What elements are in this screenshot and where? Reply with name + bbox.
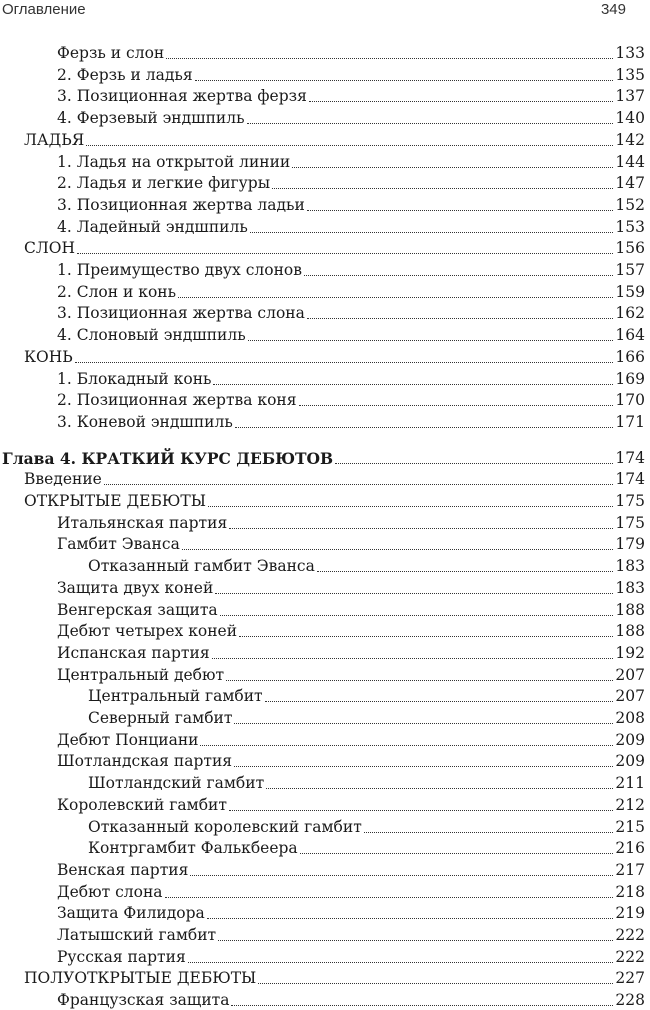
dot-leader — [247, 122, 614, 124]
toc-entry-label: Королевский гамбит — [57, 795, 227, 814]
dot-leader — [235, 426, 614, 428]
dot-leader — [212, 657, 614, 659]
toc-entry-page: 156 — [615, 239, 645, 258]
dot-leader — [364, 831, 614, 833]
toc-entry[interactable] — [24, 466, 645, 489]
toc-entry-page: 228 — [615, 991, 645, 1010]
toc-entry[interactable] — [57, 900, 645, 923]
toc-entry[interactable] — [57, 192, 645, 215]
toc-entry-page: 170 — [615, 391, 645, 410]
toc-entry-page: 207 — [615, 687, 645, 706]
toc-entry-label: Глава 4. КРАТКИЙ КУРС ДЕБЮТОВ — [2, 448, 334, 468]
toc-entry[interactable] — [57, 322, 645, 345]
toc-entry[interactable] — [88, 770, 645, 793]
page-header — [0, 0, 650, 20]
toc-entry-page: 169 — [615, 369, 645, 388]
dot-leader — [220, 614, 614, 616]
running-title: Оглавление — [2, 1, 86, 18]
toc-entry-label: Центральный гамбит — [88, 687, 263, 706]
toc-entry[interactable] — [57, 575, 645, 598]
toc-entry-page: 133 — [615, 44, 645, 62]
toc-entry[interactable] — [57, 662, 645, 685]
toc-entry-label: Введение — [24, 470, 102, 489]
dot-leader — [272, 187, 613, 189]
toc-entry[interactable] — [57, 727, 645, 750]
dot-leader — [86, 144, 613, 146]
toc-entry-page: 175 — [615, 513, 645, 532]
toc-entry-label: Центральный дебют — [57, 665, 225, 684]
dot-leader — [178, 296, 613, 298]
dot-leader — [75, 361, 614, 363]
toc-entry-label: 2. Ладья и легкие фигуры — [57, 174, 271, 193]
toc-entry[interactable] — [88, 683, 645, 706]
toc-entry-label: ЛАДЬЯ — [24, 130, 85, 149]
toc-entry-page: 175 — [615, 492, 645, 510]
toc-entry[interactable] — [88, 553, 645, 576]
toc-entry-label: Дебют слона — [57, 882, 163, 901]
toc-entry-label: Отказанный гамбит Эванса — [88, 557, 315, 576]
dot-leader — [317, 570, 614, 572]
toc-entry[interactable] — [88, 835, 645, 858]
toc-entry-page: 183 — [615, 578, 645, 597]
dot-leader — [77, 252, 613, 254]
dot-leader — [104, 483, 614, 485]
toc-entry[interactable] — [24, 488, 645, 511]
toc-entry-page: 152 — [615, 195, 645, 214]
toc-entry-label: 4. Ладейный эндшпиль — [57, 217, 248, 236]
dot-leader — [190, 874, 613, 876]
toc-entry-label: Венская партия — [57, 860, 189, 879]
toc-entry[interactable] — [57, 83, 645, 106]
toc-entry[interactable] — [57, 531, 645, 554]
dot-leader — [239, 635, 613, 637]
toc-entry-label: 4. Ферзевый эндшпиль — [57, 109, 245, 128]
toc-entry-label: Отказанный королевский гамбит — [88, 817, 362, 836]
toc-entry-page: 157 — [615, 261, 645, 279]
toc-entry-label: Венгерская защита — [57, 600, 218, 619]
toc-entry-label: Защита двух коней — [57, 578, 214, 597]
dot-leader — [299, 404, 614, 406]
toc-entry-page: 227 — [615, 969, 645, 988]
dot-leader — [234, 722, 613, 724]
dot-leader — [258, 982, 613, 984]
toc-entry[interactable] — [24, 965, 645, 988]
toc-entry[interactable] — [57, 366, 645, 389]
dot-leader — [309, 100, 614, 102]
toc-entry[interactable] — [57, 40, 645, 63]
toc-entry-label: Контргамбит Фалькбеера — [88, 839, 298, 858]
toc-entry-label: Гамбит Эванса — [57, 535, 180, 554]
toc-entry[interactable] — [57, 748, 645, 771]
toc-entry[interactable] — [57, 857, 645, 880]
toc-entry-page: 166 — [615, 347, 645, 366]
dot-leader — [166, 57, 613, 59]
toc-entry-page: 215 — [615, 817, 645, 836]
toc-entry[interactable] — [57, 618, 645, 641]
toc-entry-page: 209 — [615, 730, 645, 749]
dot-leader — [213, 383, 613, 385]
toc-entry-page: 174 — [615, 470, 645, 489]
toc-entry[interactable] — [57, 987, 645, 1010]
dot-leader — [229, 809, 613, 811]
toc-entry[interactable] — [57, 409, 645, 432]
dot-leader — [307, 209, 614, 211]
toc-entry[interactable] — [57, 640, 645, 663]
toc-entry-page: 208 — [615, 709, 645, 727]
dot-leader — [266, 787, 613, 789]
toc-entry[interactable] — [24, 235, 645, 258]
toc-entry-label: ОТКРЫТЫЕ ДЕБЮТЫ — [24, 492, 206, 510]
toc-entry-label: 1. Блокадный конь — [57, 369, 212, 388]
toc-entry-page: 216 — [615, 839, 645, 858]
toc-entry-label: 4. Слоновый эндшпиль — [57, 326, 246, 345]
toc-entry-page: 212 — [615, 795, 645, 814]
dot-leader — [188, 961, 614, 963]
toc-entry[interactable] — [57, 105, 645, 128]
toc-entry-label: 3. Позиционная жертва ладьи — [57, 195, 305, 214]
toc-entry[interactable] — [24, 344, 645, 367]
toc-entry-page: 188 — [615, 600, 645, 619]
toc-entry-label: 2. Ферзь и ладья — [57, 65, 193, 84]
toc-entry[interactable] — [57, 62, 645, 85]
toc-entry-page: 164 — [615, 326, 645, 345]
toc-entry[interactable] — [24, 127, 645, 150]
page-number: 349 — [600, 1, 626, 18]
toc-entry[interactable] — [57, 510, 645, 533]
toc-entry-label: СЛОН — [24, 239, 76, 258]
toc-entry[interactable] — [57, 300, 645, 323]
toc-chapter-entry[interactable] — [2, 445, 645, 468]
toc-entry-page: 192 — [615, 643, 645, 662]
dot-leader — [231, 1004, 613, 1006]
toc-entry-label: Испанская партия — [57, 643, 210, 662]
toc-entry-page: 144 — [615, 152, 645, 171]
toc-entry[interactable] — [57, 792, 645, 815]
dot-leader — [265, 700, 614, 702]
dot-leader — [215, 592, 613, 594]
dot-leader — [165, 896, 614, 898]
toc-entry[interactable] — [88, 814, 645, 837]
toc-entry-label: 1. Преимущество двух слонов — [57, 261, 302, 279]
toc-entry[interactable] — [57, 170, 645, 193]
toc-entry-page: 207 — [615, 665, 645, 684]
toc-entry-label: Шотландская партия — [57, 752, 233, 771]
toc-entry[interactable] — [57, 387, 645, 410]
toc-entry-page: 179 — [615, 535, 645, 554]
toc-entry[interactable] — [88, 705, 645, 728]
toc-entry-label: 2. Позиционная жертва коня — [57, 391, 297, 410]
toc-entry-page: 183 — [615, 557, 645, 576]
toc-entry-page: 211 — [615, 774, 645, 793]
dot-leader — [234, 765, 613, 767]
dot-leader — [250, 231, 614, 233]
toc-entry-label: Латышский гамбит — [57, 926, 217, 944]
dot-leader — [335, 462, 613, 464]
toc-entry[interactable] — [57, 944, 645, 967]
toc-entry-page: 219 — [615, 904, 645, 923]
toc-entry-page: 140 — [615, 109, 645, 128]
toc-entry-label: Ферзь и слон — [57, 44, 165, 62]
dot-leader — [229, 527, 613, 529]
toc-entry-label: Русская партия — [57, 947, 186, 966]
dot-leader — [207, 917, 614, 919]
toc-entry-page: 162 — [615, 304, 645, 323]
dot-leader — [300, 852, 614, 854]
toc-entry-page: 209 — [615, 752, 645, 771]
toc-entry-page: 142 — [615, 130, 645, 149]
toc-entry-page: 147 — [615, 174, 645, 193]
dot-leader — [248, 339, 614, 341]
toc-entry-label: Северный гамбит — [88, 709, 233, 727]
dot-leader — [304, 274, 613, 276]
toc-entry-label: Шотландский гамбит — [88, 774, 265, 793]
dot-leader — [195, 79, 614, 81]
toc-entry[interactable] — [57, 597, 645, 620]
toc-entry-label: 3. Позиционная жертва ферзя — [57, 87, 307, 106]
dot-leader — [292, 166, 613, 168]
toc-entry[interactable] — [57, 214, 645, 237]
toc-entry-label: Французская защита — [57, 991, 230, 1010]
dot-leader — [307, 317, 614, 319]
toc-entry-page: 222 — [615, 947, 645, 966]
dot-leader — [200, 744, 613, 746]
toc-entry-label: Защита Филидора — [57, 904, 205, 923]
toc-entry-page: 153 — [615, 217, 645, 236]
toc-entry-page: 174 — [615, 448, 645, 467]
toc-entry[interactable] — [57, 257, 645, 280]
toc-entry-label: Дебют четырех коней — [57, 622, 238, 641]
toc-entry-label: ПОЛУОТКРЫТЫЕ ДЕБЮТЫ — [24, 969, 257, 988]
toc-entry-page: 188 — [615, 622, 645, 641]
toc-entry-page: 222 — [615, 926, 645, 944]
toc-entry-page: 171 — [615, 412, 645, 431]
dot-leader — [218, 939, 613, 941]
toc-entry-page: 159 — [615, 282, 645, 301]
toc-entry-label: КОНЬ — [24, 347, 73, 366]
toc-entry-label: 3. Коневой эндшпиль — [57, 412, 233, 431]
toc-entry[interactable] — [57, 879, 645, 902]
toc-entry-label: 2. Слон и конь — [57, 282, 177, 301]
toc-entry-page: 218 — [615, 882, 645, 901]
toc-entry[interactable] — [57, 279, 645, 302]
toc-entry[interactable] — [57, 922, 645, 945]
dot-leader — [208, 505, 613, 507]
toc-entry-label: Дебют Понциани — [57, 730, 199, 749]
toc-entry-page: 137 — [615, 87, 645, 106]
dot-leader — [226, 679, 613, 681]
toc-entry-label: 1. Ладья на открытой линии — [57, 152, 291, 171]
toc-entry[interactable] — [57, 149, 645, 172]
dot-leader — [182, 548, 614, 550]
toc-entry-page: 135 — [615, 65, 645, 84]
toc-entry-label: 3. Позиционная жертва слона — [57, 304, 305, 323]
toc-entry-page: 217 — [615, 860, 645, 879]
toc-entry-label: Итальянская партия — [57, 513, 228, 532]
